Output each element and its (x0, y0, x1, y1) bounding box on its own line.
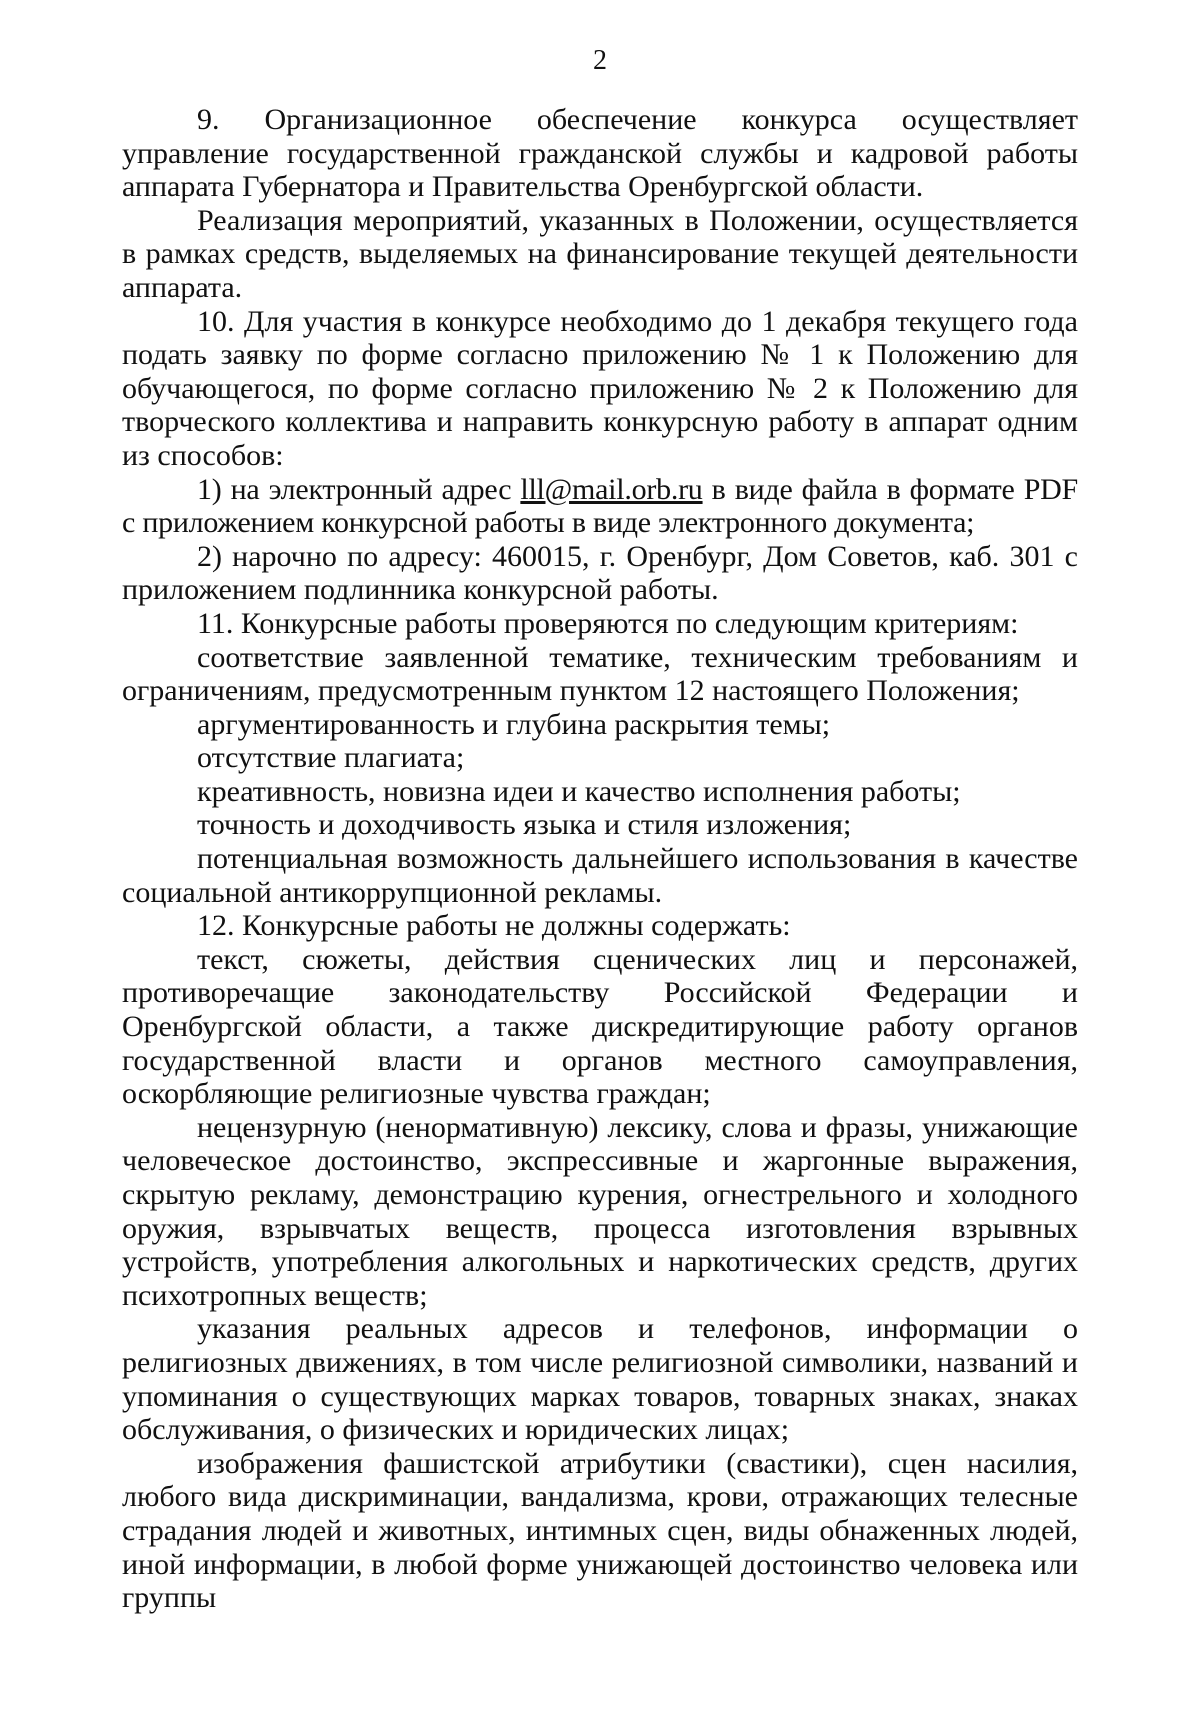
restriction-item: указания реальных адресов и телефонов, информации о религиозных движениях, в том числе религиозной символики, названий и упоминания о существующих марках товаров, товарных знаках, знаках обслуживания, о физических и юридических лицах; (122, 1312, 1078, 1447)
criterion-item: потенциальная возможность дальнейшего использования в качестве социальной антикоррупционной рекламы. (122, 842, 1078, 909)
criterion-item: точность и доходчивость языка и стиля изложения; (197, 808, 852, 842)
restriction-item: нецензурную (ненормативную) лексику, слова и фразы, унижающие человеческое достоинство, экспрессивные и жаргонные выражения, скрытую рекламу, демонстрацию курения, огнестрельного и холодного оружия, взрывчатых веществ, процесса изготовления взрывных устройств, употребления алкогольных и наркотических средств, других психотропных веществ; (122, 1110, 1078, 1312)
paragraph-email-option (122, 473, 1078, 540)
paragraph-12: 12. Конкурсные работы не должны содержать: (197, 909, 791, 943)
paragraph-implementation: Реализация мероприятий, указанных в Положении, осуществляется в рамках средств, выделяемых на финансирование текущей деятельности аппарата. (122, 203, 1078, 304)
criterion-item: отсутствие плагиата; (197, 741, 465, 775)
paragraph-10: 10. Для участия в конкурсе необходимо до 1 декабря текущего года подать заявку по форме согласно приложению № 1 к Положению для обучающегося, по форме согласно приложению № 2 к Положению для творческого коллектива и направить конкурсную работу в аппарат одним из способов: (122, 304, 1078, 472)
restriction-item: изображения фашистской атрибутики (свастики), сцен насилия, любого вида дискриминации, вандализма, крови, отражающих телесные страдания людей и животных, интимных сцен, виды обнаженных людей, иной информации, в любой форме унижающей достоинство человека или группы (122, 1446, 1078, 1615)
paragraph-11: 11. Конкурсные работы проверяются по следующим критериям: (197, 606, 1019, 640)
paragraph-9: 9. Организационное обеспечение конкурса осуществляет управление государственной гражданской службы и кадровой работы аппарата Губернатора и Правительства Оренбургской области. (122, 103, 1078, 204)
page-number: 2 (593, 45, 607, 76)
criterion-item: соответствие заявленной тематике, техническим требованиям и ограничениям, предусмотренным пунктом 12 настоящего Положения; (122, 640, 1078, 708)
criterion-item: аргументированность и глубина раскрытия темы; (197, 707, 831, 741)
email-address-link[interactable]: lll@mail.orb.ru (520, 472, 703, 506)
paragraph-courier-option: 2) нарочно по адресу: 460015, г. Оренбург, Дом Советов, каб. 301 с приложением подлинника конкурсной работы. (122, 539, 1078, 607)
email-option-text-after: в виде файла в формате PDF с приложением конкурсной работы в виде электронного документа; (122, 472, 1078, 540)
criterion-item: креативность, новизна идеи и качество исполнения работы; (197, 774, 961, 808)
document-body (122, 103, 1078, 1615)
restriction-item: текст, сюжеты, действия сценических лиц и персонажей, противоречащие законодательству Российской Федерации и Оренбургской области, а также дискредитирующие работу органов государственной власти и органов местного самоуправления, оскорбляющие религиозные чувства граждан; (122, 942, 1078, 1111)
email-option-text-before: 1) на электронный адрес (197, 472, 521, 506)
